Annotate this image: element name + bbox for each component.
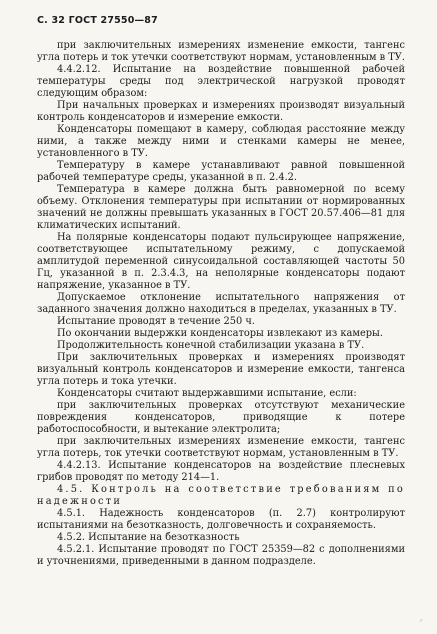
paragraph: 4.4.2.12. Испытание на воздействие повышенной рабочей температуры среды под электрической нагрузкой проводят следующим образом: <box>37 64 405 99</box>
paragraph: При заключительных проверках и измерениях производят визуальный контроль конденсаторов и измерение емкости, тангенса угла потерь и тока утечки. <box>37 352 405 387</box>
paragraph: при заключительных измерениях изменение емкости, тангенс угла потерь, ток утечки соответствуют нормам, установленным в ТУ. <box>37 436 405 459</box>
paragraph: 4.5.2. Испытание на безотказность <box>57 532 240 543</box>
paragraph: Испытание проводят в течение 250 ч. <box>57 316 255 327</box>
section-heading: 4.5. Контроль на соответствие требованиям по надежности <box>37 484 405 507</box>
paragraph: при заключительных измерениях изменение емкости, тангенс угла потерь и ток утечки соответствуют нормам, установленным в ТУ. <box>37 40 405 63</box>
page-corner-mark: ⸝ <box>419 615 423 623</box>
paragraph: 4.5.1. Надежность конденсаторов (п. 2.7) контролируют испытаниями на безотказность, долговечность и сохраняемость. <box>37 508 405 531</box>
paragraph: при заключительных проверках отсутствуют механические повреждения конденсаторов, приводящие к потере работоспособности, и вытекание электролита; <box>37 400 405 435</box>
paragraph: Продолжительность конечной стабилизации указана в ТУ. <box>57 340 365 351</box>
paragraph: По окончании выдержки конденсаторы извлекают из камеры. <box>57 328 383 339</box>
paragraph: При начальных проверках и измерениях производят визуальный контроль конденсаторов и измерение емкости. <box>37 100 405 123</box>
paragraph: Конденсаторы помещают в камеру, соблюдая расстояние между ними, а также между ними и стенками камеры не менее, установленного в ТУ. <box>37 124 405 159</box>
paragraph: Допускаемое отклонение испытательного напряжения от заданного значения должно находиться в пределах, указанных в ТУ. <box>37 292 405 315</box>
paragraph: Температура в камере должна быть равномерной по всему объему. Отклонения температуры при испытании от нормированных значений не должны превышать указанных в ГОСТ 20.57.406—81 для климатических испытаний. <box>37 184 405 231</box>
paragraph: На полярные конденсаторы подают пульсирующее напряжение, соответствующее испытательному режиму, с допускаемой амплитудой переменной синусоидальной составляющей частоты 50 Гц, указанной в п. 2.3.4.3, на неполярные конденсаторы подают напряжение, указанное в ТУ. <box>37 232 405 291</box>
page-header: С. 32 ГОСТ 27550—87 <box>37 15 158 26</box>
paragraph: 4.5.2.1. Испытание проводят по ГОСТ 25359—82 с дополнениями и уточнениями, приведенными в данном подразделе. <box>37 544 405 567</box>
paragraph: 4.4.2.13. Испытание конденсаторов на воздействие плесневых грибов проводят по методу 214—1. <box>37 460 405 483</box>
paragraph: Конденсаторы считают выдержавшими испытание, если: <box>57 388 357 399</box>
document-body <box>37 40 405 568</box>
paragraph: Температуру в камере устанавливают равной повышенной рабочей температуре среды, указанной в п. 2.4.2. <box>37 160 405 183</box>
